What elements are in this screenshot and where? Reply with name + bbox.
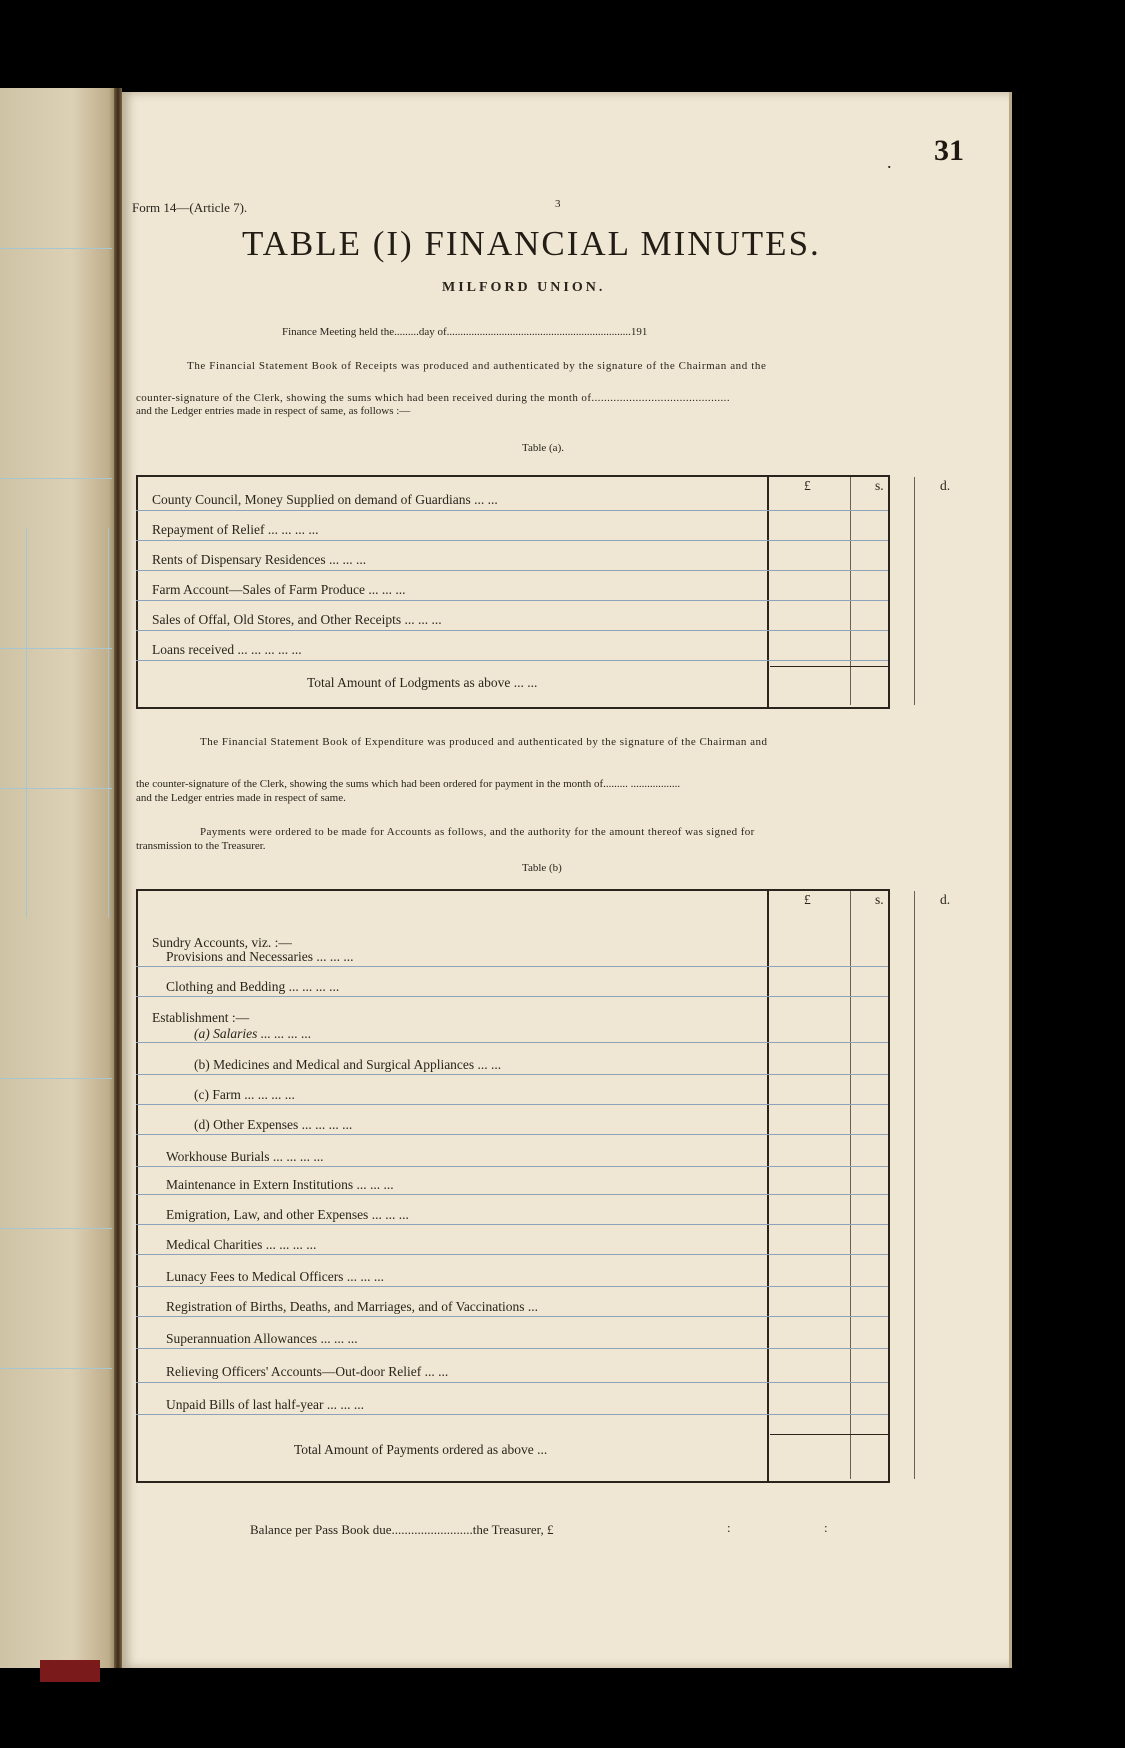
balance-separator: : (824, 1520, 828, 1535)
left-facing-page (0, 88, 118, 1668)
receipts-paragraph-line-3: and the Ledger entries made in respect of same, as follows :— (136, 405, 411, 417)
table-b-row: Maintenance in Extern Institutions ... ... ... (166, 1177, 394, 1192)
table-b-row: (b) Medicines and Medical and Surgical Appliances ... ... (194, 1057, 502, 1072)
table-b-row: Registration of Births, Deaths, and Marriages, and of Vaccinations ... (166, 1299, 539, 1314)
table-a-row: Sales of Offal, Old Stores, and Other Receipts ... ... ... (152, 612, 442, 627)
money-header-pounds: £ (804, 892, 811, 907)
table-b-row: Provisions and Necessaries ... ... ... (166, 949, 354, 964)
table-a-label: Table (a). (522, 442, 564, 454)
red-bookmark (40, 1660, 100, 1682)
table-b-row: Medical Charities ... ... ... ... (166, 1237, 317, 1252)
expenditure-paragraph-line-1: The Financial Statement Book of Expenditure was produced and authenticated by the signature of the Chairman and (200, 736, 768, 748)
money-header-pounds: £ (804, 478, 811, 493)
table-b-row: Emigration, Law, and other Expenses ... ... ... (166, 1207, 409, 1222)
table-b-row: (c) Farm ... ... ... ... (194, 1087, 295, 1102)
balance-line: Balance per Pass Book due.........................the Treasurer, £ (250, 1522, 554, 1537)
page-dot: . (887, 152, 892, 172)
table-b-row: Clothing and Bedding ... ... ... ... (166, 979, 340, 994)
table-a-row: Farm Account—Sales of Farm Produce ... ... ... (152, 582, 406, 597)
table-b-row: Establishment :— (152, 1010, 250, 1025)
table-b-row: (a) Salaries ... ... ... ... (194, 1026, 312, 1041)
money-header-shillings: s. (875, 892, 884, 907)
payments-paragraph-line-1: Payments were ordered to be made for Accounts as follows, and the authority for the amount thereof was signed for (200, 826, 755, 838)
top-mark: 3 (555, 198, 561, 210)
table-b-row: Relieving Officers' Accounts—Out-door Relief ... ... (166, 1364, 449, 1379)
meeting-line: Finance Meeting held the.........day of...................................................................191 (282, 326, 648, 338)
table-a-row: County Council, Money Supplied on demand of Guardians ... ... (152, 492, 498, 507)
table-b-label: Table (b) (522, 862, 562, 874)
table-a-row: Repayment of Relief ... ... ... ... (152, 522, 319, 537)
money-header-pence: d. (940, 892, 951, 907)
money-header-pence: d. (940, 478, 951, 493)
form-reference: Form 14—(Article 7). (132, 200, 248, 215)
money-header-shillings: s. (875, 478, 884, 493)
table-b-row: (d) Other Expenses ... ... ... ... (194, 1117, 353, 1132)
balance-separator: : (727, 1520, 731, 1535)
table-a-total: Total Amount of Lodgments as above ... ... (307, 675, 538, 690)
expenditure-paragraph-line-3: and the Ledger entries made in respect of same. (136, 792, 346, 804)
page-title: TABLE (I) FINANCIAL MINUTES. (242, 224, 821, 263)
table-b-total: Total Amount of Payments ordered as above ... (294, 1442, 548, 1457)
payments-paragraph-line-2: transmission to the Treasurer. (136, 840, 266, 852)
receipts-paragraph-line-2: counter-signature of the Clerk, showing the sums which had been received during the month of............................................ (136, 392, 730, 404)
form-page (122, 92, 1012, 1668)
table-b-row: Sundry Accounts, viz. :— (152, 935, 292, 950)
table-b-row: Unpaid Bills of last half-year ... ... ... (166, 1397, 364, 1412)
table-b-row: Lunacy Fees to Medical Officers ... ... ... (166, 1269, 384, 1284)
page-number: 31 (934, 134, 964, 167)
table-a-row: Rents of Dispensary Residences ... ... ... (152, 552, 367, 567)
table-b-row: Workhouse Burials ... ... ... ... (166, 1149, 324, 1164)
receipts-paragraph-line-1: The Financial Statement Book of Receipts was produced and authenticated by the signature of the Chairman and the (187, 360, 767, 372)
union-name: MILFORD UNION. (442, 280, 606, 295)
expenditure-paragraph-line-2: the counter-signature of the Clerk, showing the sums which had been ordered for payment in the month of......... .................. (136, 778, 681, 790)
table-a-row: Loans received ... ... ... ... ... (152, 642, 302, 657)
book-spine (114, 88, 122, 1668)
table-b-row: Superannuation Allowances ... ... ... (166, 1331, 358, 1346)
